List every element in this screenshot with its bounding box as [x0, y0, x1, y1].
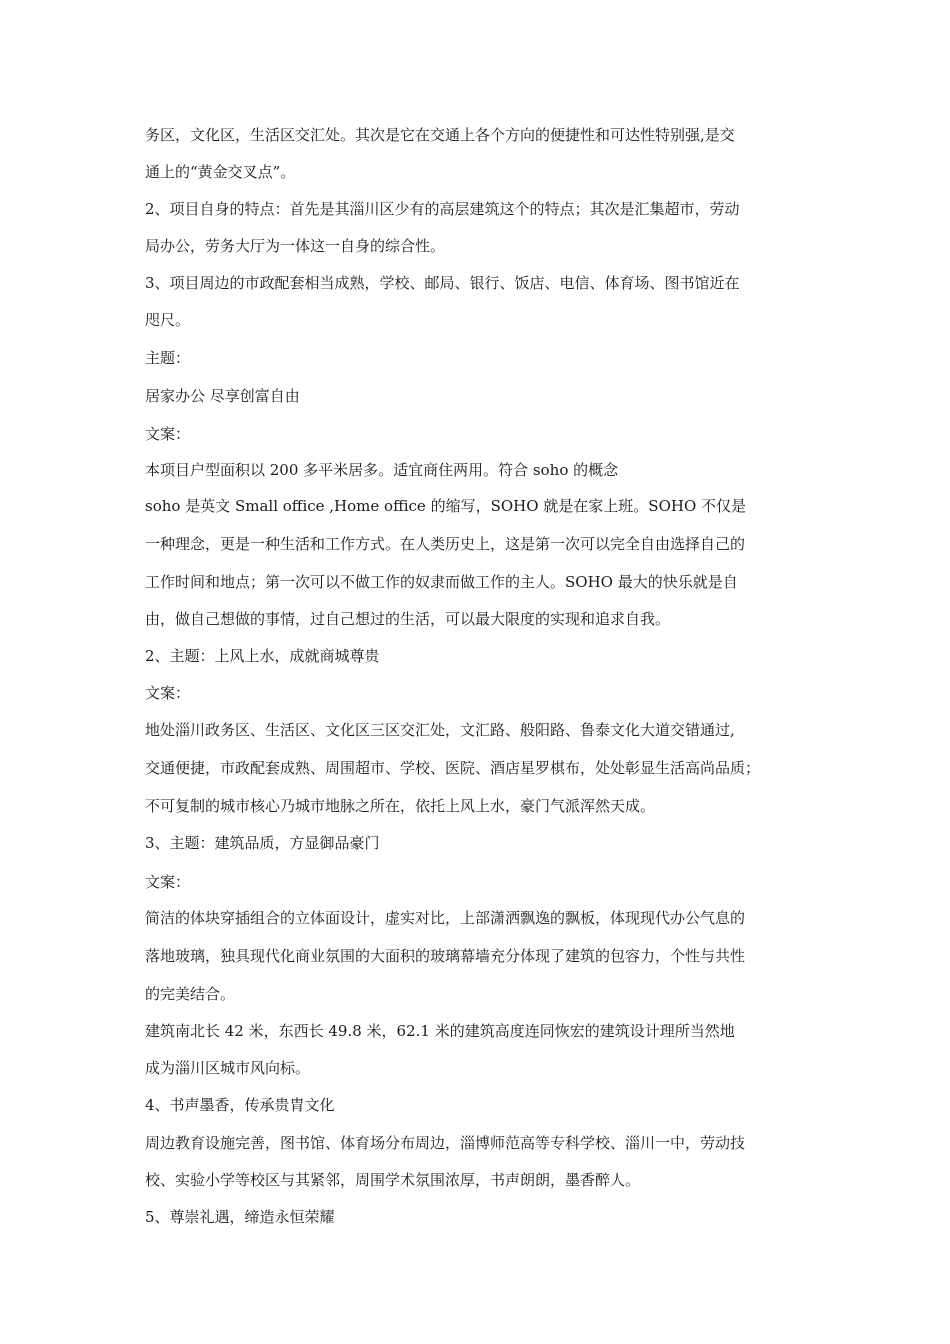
- text-line: 咫尺。: [145, 311, 191, 329]
- text-line: 简洁的体块穿插组合的立体面设计，虚实对比，上部潇洒飘逸的飘板，体现现代办公气息的: [145, 909, 746, 927]
- text-line: 校、实验小学等校区与其紧邻，周围学术氛围浓厚，书声朗朗，墨香醉人。: [145, 1171, 641, 1189]
- text-line: 居家办公 尽享创富自由: [145, 387, 300, 405]
- text-line: 2、主题：上风上水，成就商城尊贵: [145, 647, 380, 665]
- text-line: 成为淄川区城市风向标。: [145, 1059, 311, 1077]
- text-line: 一种理念，更是一种生活和工作方式。在人类历史上，这是第一次可以完全自由选择自己的: [145, 535, 746, 553]
- text-line: 3、主题：建筑品质，方显御品豪门: [145, 834, 380, 852]
- text-line: 交通便捷，市政配套成熟、周围超市、学校、医院、酒店星罗棋布，处处彰显生活高尚品质；: [145, 759, 761, 777]
- text-line: 建筑南北长 42 米，东西长 49.8 米，62.1 米的建筑高度连同恢宏的建筑设计理所当然地: [145, 1022, 735, 1040]
- text-line: 落地玻璃，独具现代化商业氛围的大面积的玻璃幕墙充分体现了建筑的包容力，个性与共性: [145, 947, 746, 965]
- text-line: 3、项目周边的市政配套相当成熟，学校、邮局、银行、饭店、电信、体育场、图书馆近在: [145, 274, 740, 292]
- text-line: 务区，文化区，生活区交汇处。其次是它在交通上各个方向的便捷性和可达性特别强,是交: [145, 126, 735, 144]
- text-line: soho 是英文 Small office ,Home office 的缩写，SOHO 就是在家上班。SOHO 不仅是: [145, 497, 747, 515]
- text-line: 局办公，劳务大厅为一体这一自身的综合性。: [145, 237, 446, 255]
- text-line: 通上的“黄金交叉点”。: [145, 163, 296, 181]
- text-line: 的完美结合。: [145, 985, 236, 1003]
- text-line: 本项目户型面积以 200 多平米居多。适宜商住两用。符合 soho 的概念: [145, 461, 619, 479]
- text-line: 4、书声墨香，传承贵胄文化: [145, 1096, 335, 1114]
- text-line: 周边教育设施完善，图书馆、体育场分布周边，淄博师范高等专科学校、淄川一中，劳动技: [145, 1134, 746, 1152]
- text-line: 工作时间和地点；第一次可以不做工作的奴隶而做工作的主人。SOHO 最大的快乐就是自: [145, 573, 738, 591]
- text-line: 地处淄川政务区、生活区、文化区三区交汇处，文汇路、般阳路、鲁泰文化大道交错通过,: [145, 721, 735, 739]
- text-line: 不可复制的城市核心乃城市地脉之所在，依托上风上水，豪门气派浑然天成。: [145, 797, 656, 815]
- text-line: 由，做自己想做的事情，过自己想过的生活，可以最大限度的实现和追求自我。: [145, 610, 671, 628]
- text-line: 文案：: [145, 684, 191, 702]
- text-line: 主题：: [145, 349, 191, 367]
- text-line: 2、项目自身的特点：首先是其淄川区少有的高层建筑这个的特点；其次是汇集超市，劳动: [145, 200, 740, 218]
- text-line: 文案：: [145, 425, 191, 443]
- text-line: 文案：: [145, 873, 191, 891]
- text-line: 5、尊崇礼遇，缔造永恒荣耀: [145, 1208, 335, 1226]
